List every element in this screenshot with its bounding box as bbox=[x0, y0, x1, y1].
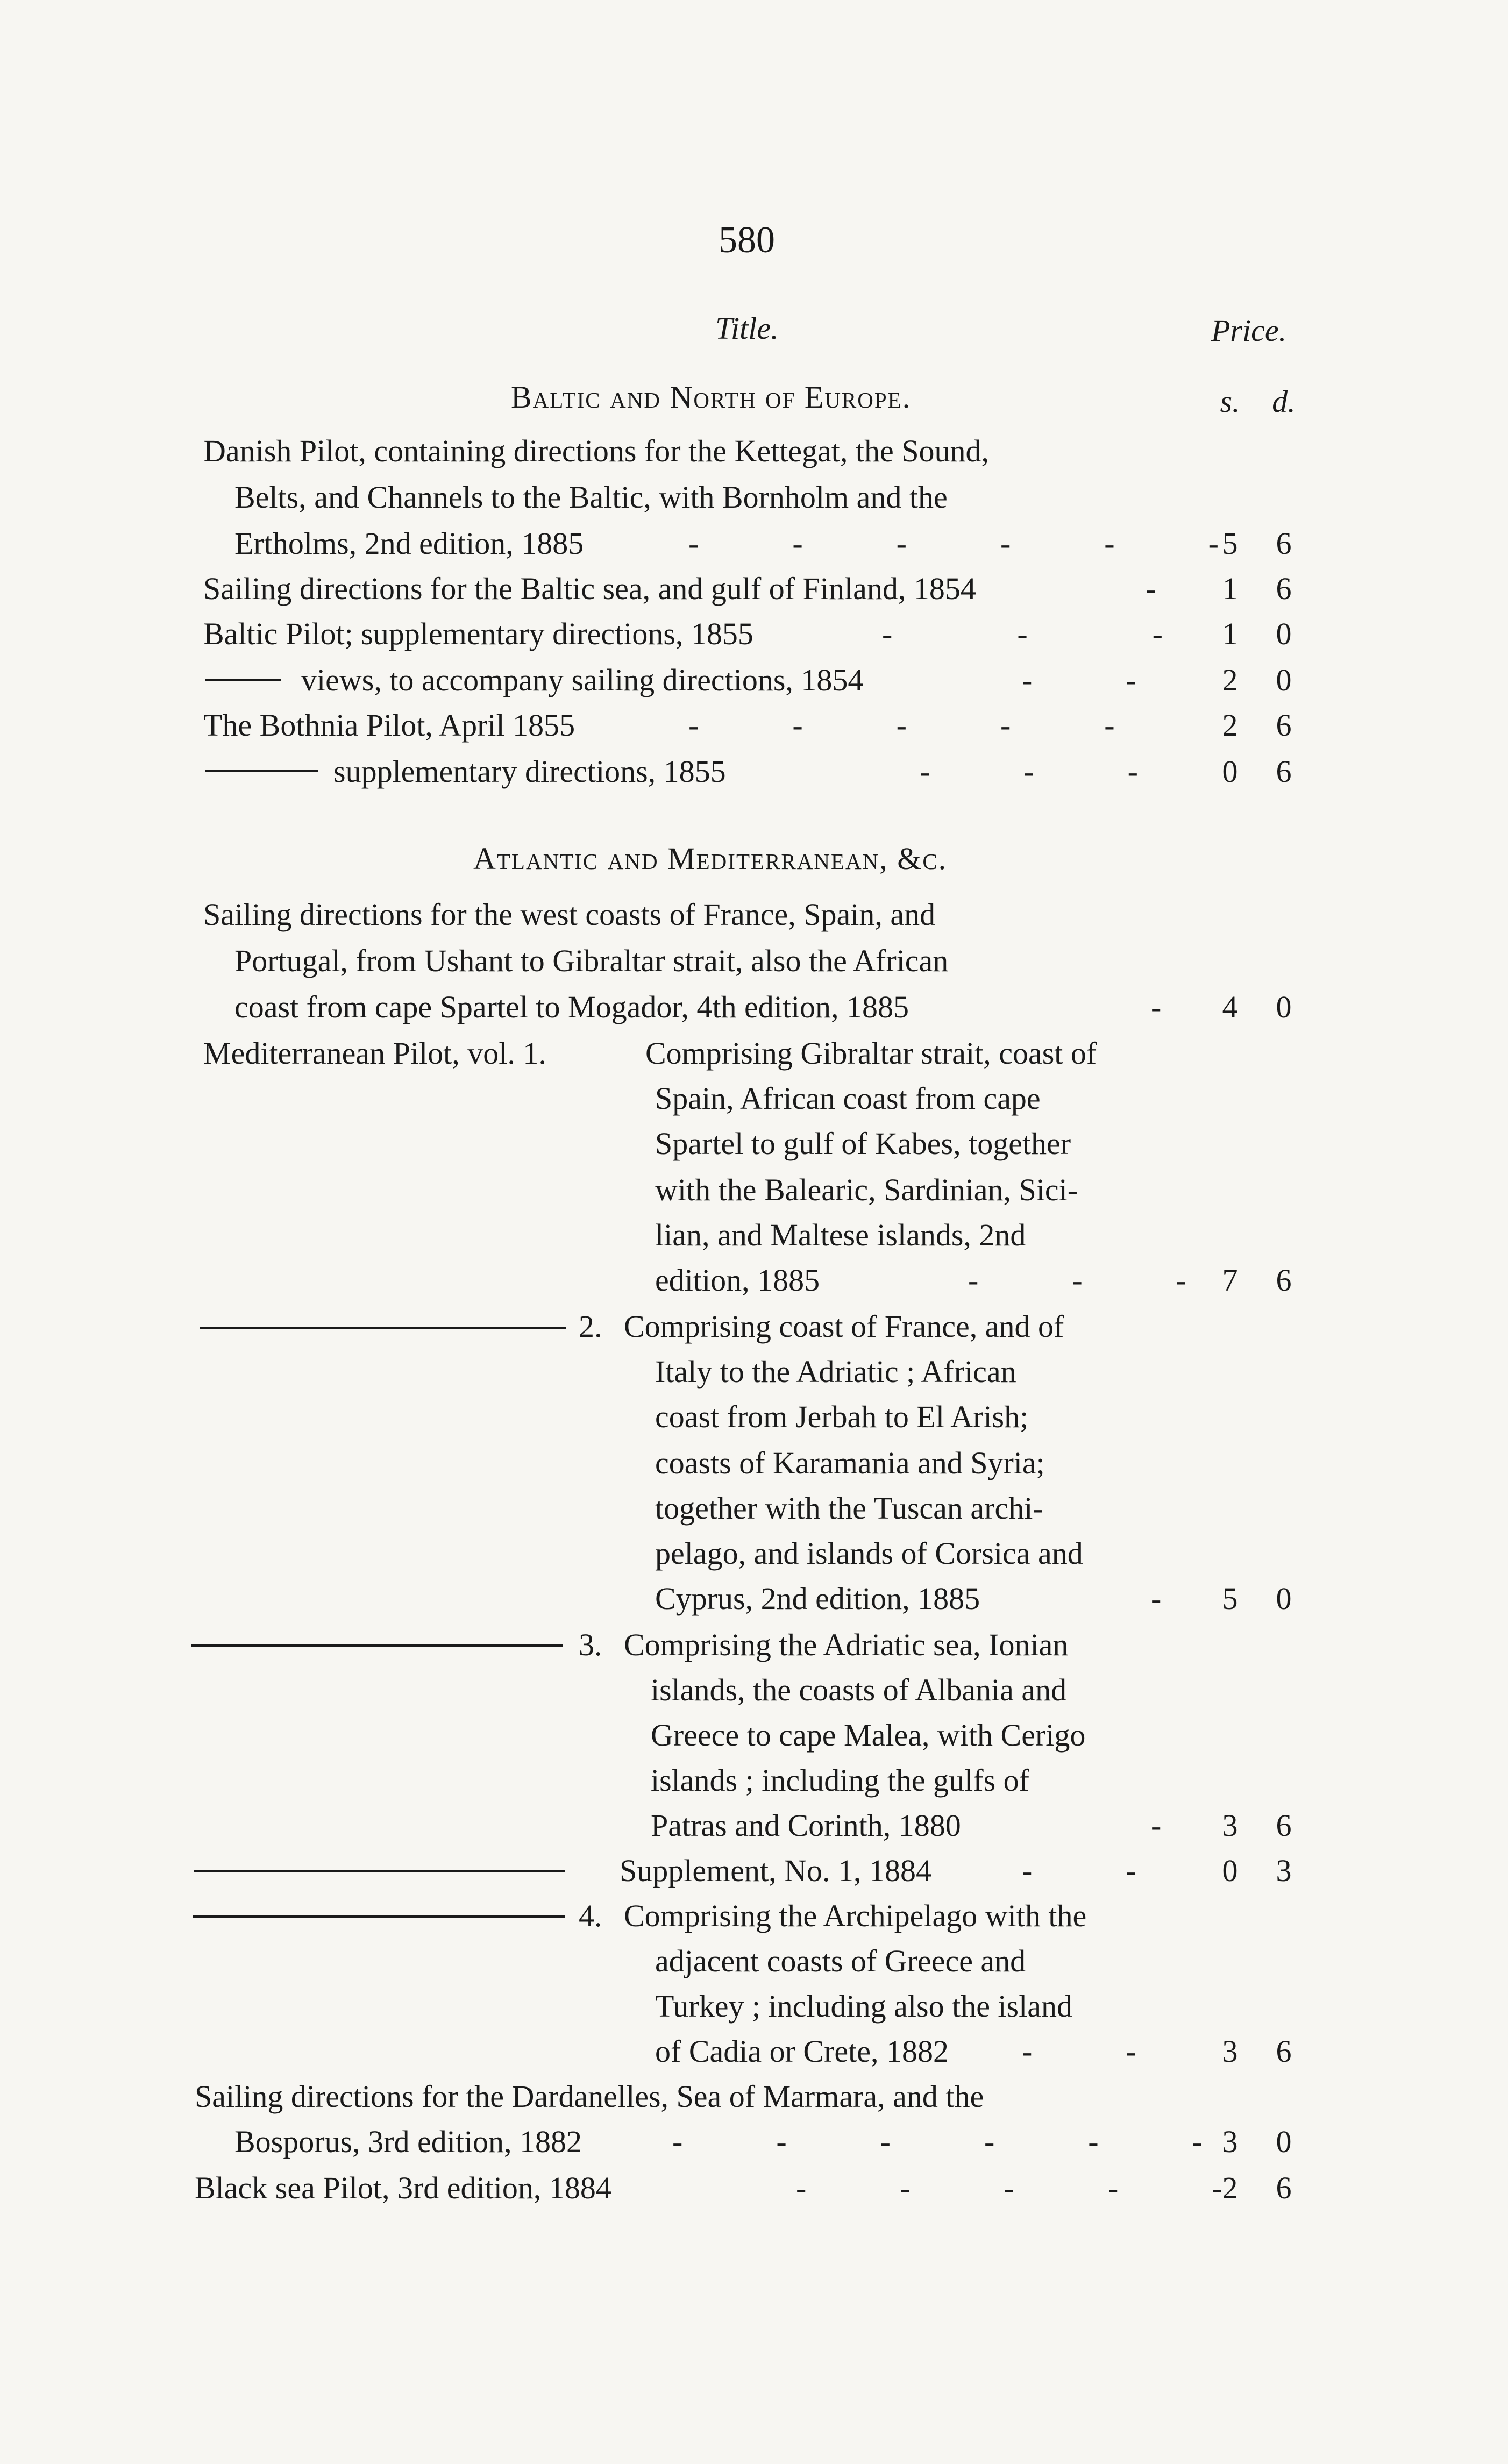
price-pence: 0 bbox=[1276, 2124, 1292, 2159]
price-pence: 0 bbox=[1276, 989, 1292, 1024]
entry-line: Cyprus, 2nd edition, 1885 bbox=[655, 1581, 980, 1616]
entry-line: views, to accompany sailing directions, 1854 bbox=[301, 663, 864, 697]
entry-line: coasts of Karamania and Syria; bbox=[655, 1445, 1045, 1480]
price-pence: 3 bbox=[1276, 1853, 1292, 1888]
entry-line: islands, the coasts of Albania and bbox=[651, 1672, 1067, 1707]
entry-lead: 4. bbox=[579, 1898, 602, 1933]
leader-dots: - - bbox=[1022, 2034, 1136, 2069]
entry-line: lian, and Maltese islands, 2nd bbox=[655, 1217, 1026, 1252]
price-pence: 0 bbox=[1276, 616, 1292, 651]
entry-lead: Mediterranean Pilot, vol. 1. bbox=[203, 1036, 546, 1071]
leader-dots: - - - - - - bbox=[688, 526, 1219, 561]
entry-line: The Bothnia Pilot, April 1855 bbox=[203, 708, 575, 743]
price-shillings: 5 bbox=[1222, 526, 1238, 561]
entry-line: Spartel to gulf of Kabes, together bbox=[655, 1126, 1071, 1161]
entry-line: Belts, and Channels to the Baltic, with Bornholm and the bbox=[234, 480, 948, 515]
leader-dots: - - bbox=[1022, 663, 1136, 697]
section-heading-atlantic: Atlantic and Mediterranean, &c. bbox=[473, 841, 948, 876]
column-header-price: Price. bbox=[1211, 313, 1287, 348]
price-shillings: 5 bbox=[1222, 1581, 1238, 1616]
price-shillings: 3 bbox=[1222, 2124, 1238, 2159]
price-pence: 6 bbox=[1276, 526, 1292, 561]
entry-line: Greece to cape Malea, with Cerigo bbox=[651, 1718, 1086, 1753]
price-shillings: 2 bbox=[1222, 2170, 1238, 2205]
entry-line: adjacent coasts of Greece and bbox=[655, 1943, 1026, 1978]
leader-dots: - - - - - - bbox=[672, 2124, 1203, 2159]
leader-dots: - - bbox=[1022, 1853, 1136, 1888]
entry-line: Sailing directions for the Dardanelles, Sea of Marmara, and the bbox=[195, 2079, 984, 2114]
entry-line: Comprising the Archipelago with the bbox=[624, 1898, 1087, 1933]
ditto-rule bbox=[200, 1327, 566, 1329]
ditto-rule bbox=[193, 1915, 565, 1918]
entry-lead: 2. bbox=[579, 1309, 602, 1344]
price-shillings: 1 bbox=[1222, 616, 1238, 651]
entry-line: coast from Jerbah to El Arish; bbox=[655, 1399, 1029, 1434]
entry-line: Turkey ; including also the island bbox=[655, 1989, 1072, 2024]
price-pence: 6 bbox=[1276, 1263, 1292, 1298]
price-shillings: 1 bbox=[1222, 571, 1238, 606]
entry-line: Sailing directions for the west coasts of France, Spain, and bbox=[203, 897, 936, 932]
price-pence: 6 bbox=[1276, 2170, 1292, 2205]
leader-dots: - - - bbox=[968, 1263, 1186, 1298]
page-number: 580 bbox=[719, 219, 775, 261]
entry-line: with the Balearic, Sardinian, Sici- bbox=[655, 1172, 1078, 1207]
entry-line: islands ; including the gulfs of bbox=[651, 1763, 1029, 1798]
column-header-title: Title. bbox=[715, 311, 779, 346]
leader-dots: - - - bbox=[920, 754, 1138, 789]
entry-line: Patras and Corinth, 1880 bbox=[651, 1808, 961, 1843]
section-heading-baltic: Baltic and North of Europe. bbox=[511, 380, 912, 415]
entry-line: Danish Pilot, containing directions for the Kettegat, the Sound, bbox=[203, 433, 990, 468]
price-shillings: 2 bbox=[1222, 663, 1238, 697]
entry-line: Comprising the Adriatic sea, Ionian bbox=[624, 1627, 1069, 1662]
currency-shillings: s. bbox=[1220, 384, 1240, 419]
entry-line: pelago, and islands of Corsica and bbox=[655, 1536, 1083, 1571]
entry-line: Comprising coast of France, and of bbox=[624, 1309, 1064, 1344]
leader-dots: - bbox=[1151, 1581, 1162, 1616]
entry-line: edition, 1885 bbox=[655, 1263, 820, 1298]
entry-line: coast from cape Spartel to Mogador, 4th edition, 1885 bbox=[234, 989, 909, 1024]
entry-line: Sailing directions for the Baltic sea, and gulf of Finland, 1854 bbox=[203, 571, 976, 606]
price-shillings: 0 bbox=[1222, 1853, 1238, 1888]
leader-dots: - bbox=[1151, 1808, 1162, 1843]
leader-dots: - - - bbox=[882, 616, 1163, 651]
price-shillings: 3 bbox=[1222, 1808, 1238, 1843]
entry-line: Baltic Pilot; supplementary directions, 1855 bbox=[203, 616, 753, 651]
leader-dots: - - - - - bbox=[688, 708, 1115, 743]
price-shillings: 3 bbox=[1222, 2034, 1238, 2069]
price-pence: 6 bbox=[1276, 708, 1292, 743]
price-shillings: 7 bbox=[1222, 1263, 1238, 1298]
price-pence: 0 bbox=[1276, 1581, 1292, 1616]
currency-pence: d. bbox=[1272, 384, 1296, 419]
price-shillings: 2 bbox=[1222, 708, 1238, 743]
entry-line: together with the Tuscan archi- bbox=[655, 1491, 1043, 1526]
ditto-rule bbox=[205, 770, 318, 772]
entry-line: Ertholms, 2nd edition, 1885 bbox=[234, 526, 584, 561]
price-pence: 6 bbox=[1276, 754, 1292, 789]
entry-line: Spain, African coast from cape bbox=[655, 1081, 1041, 1116]
price-pence: 6 bbox=[1276, 571, 1292, 606]
entry-line: Comprising Gibraltar strait, coast of bbox=[645, 1036, 1097, 1071]
price-shillings: 0 bbox=[1222, 754, 1238, 789]
entry-line: Portugal, from Ushant to Gibraltar strait, also the African bbox=[234, 943, 949, 978]
entry-line: supplementary directions, 1855 bbox=[333, 754, 726, 789]
entry-lead: 3. bbox=[579, 1627, 602, 1662]
price-pence: 6 bbox=[1276, 1808, 1292, 1843]
leader-dots: - bbox=[1151, 989, 1162, 1024]
entry-line: of Cadia or Crete, 1882 bbox=[655, 2034, 949, 2069]
entry-line: Black sea Pilot, 3rd edition, 1884 bbox=[195, 2170, 611, 2205]
leader-dots: - - - - - bbox=[796, 2170, 1222, 2205]
leader-dots: - bbox=[1146, 571, 1156, 606]
price-pence: 0 bbox=[1276, 663, 1292, 697]
price-pence: 6 bbox=[1276, 2034, 1292, 2069]
price-shillings: 4 bbox=[1222, 989, 1238, 1024]
entry-line: Bosporus, 3rd edition, 1882 bbox=[234, 2124, 582, 2159]
ditto-rule bbox=[191, 1644, 563, 1647]
entry-line: Supplement, No. 1, 1884 bbox=[620, 1853, 931, 1888]
ditto-rule bbox=[205, 679, 281, 681]
entry-line: Italy to the Adriatic ; African bbox=[655, 1354, 1016, 1389]
ditto-rule bbox=[194, 1870, 565, 1872]
